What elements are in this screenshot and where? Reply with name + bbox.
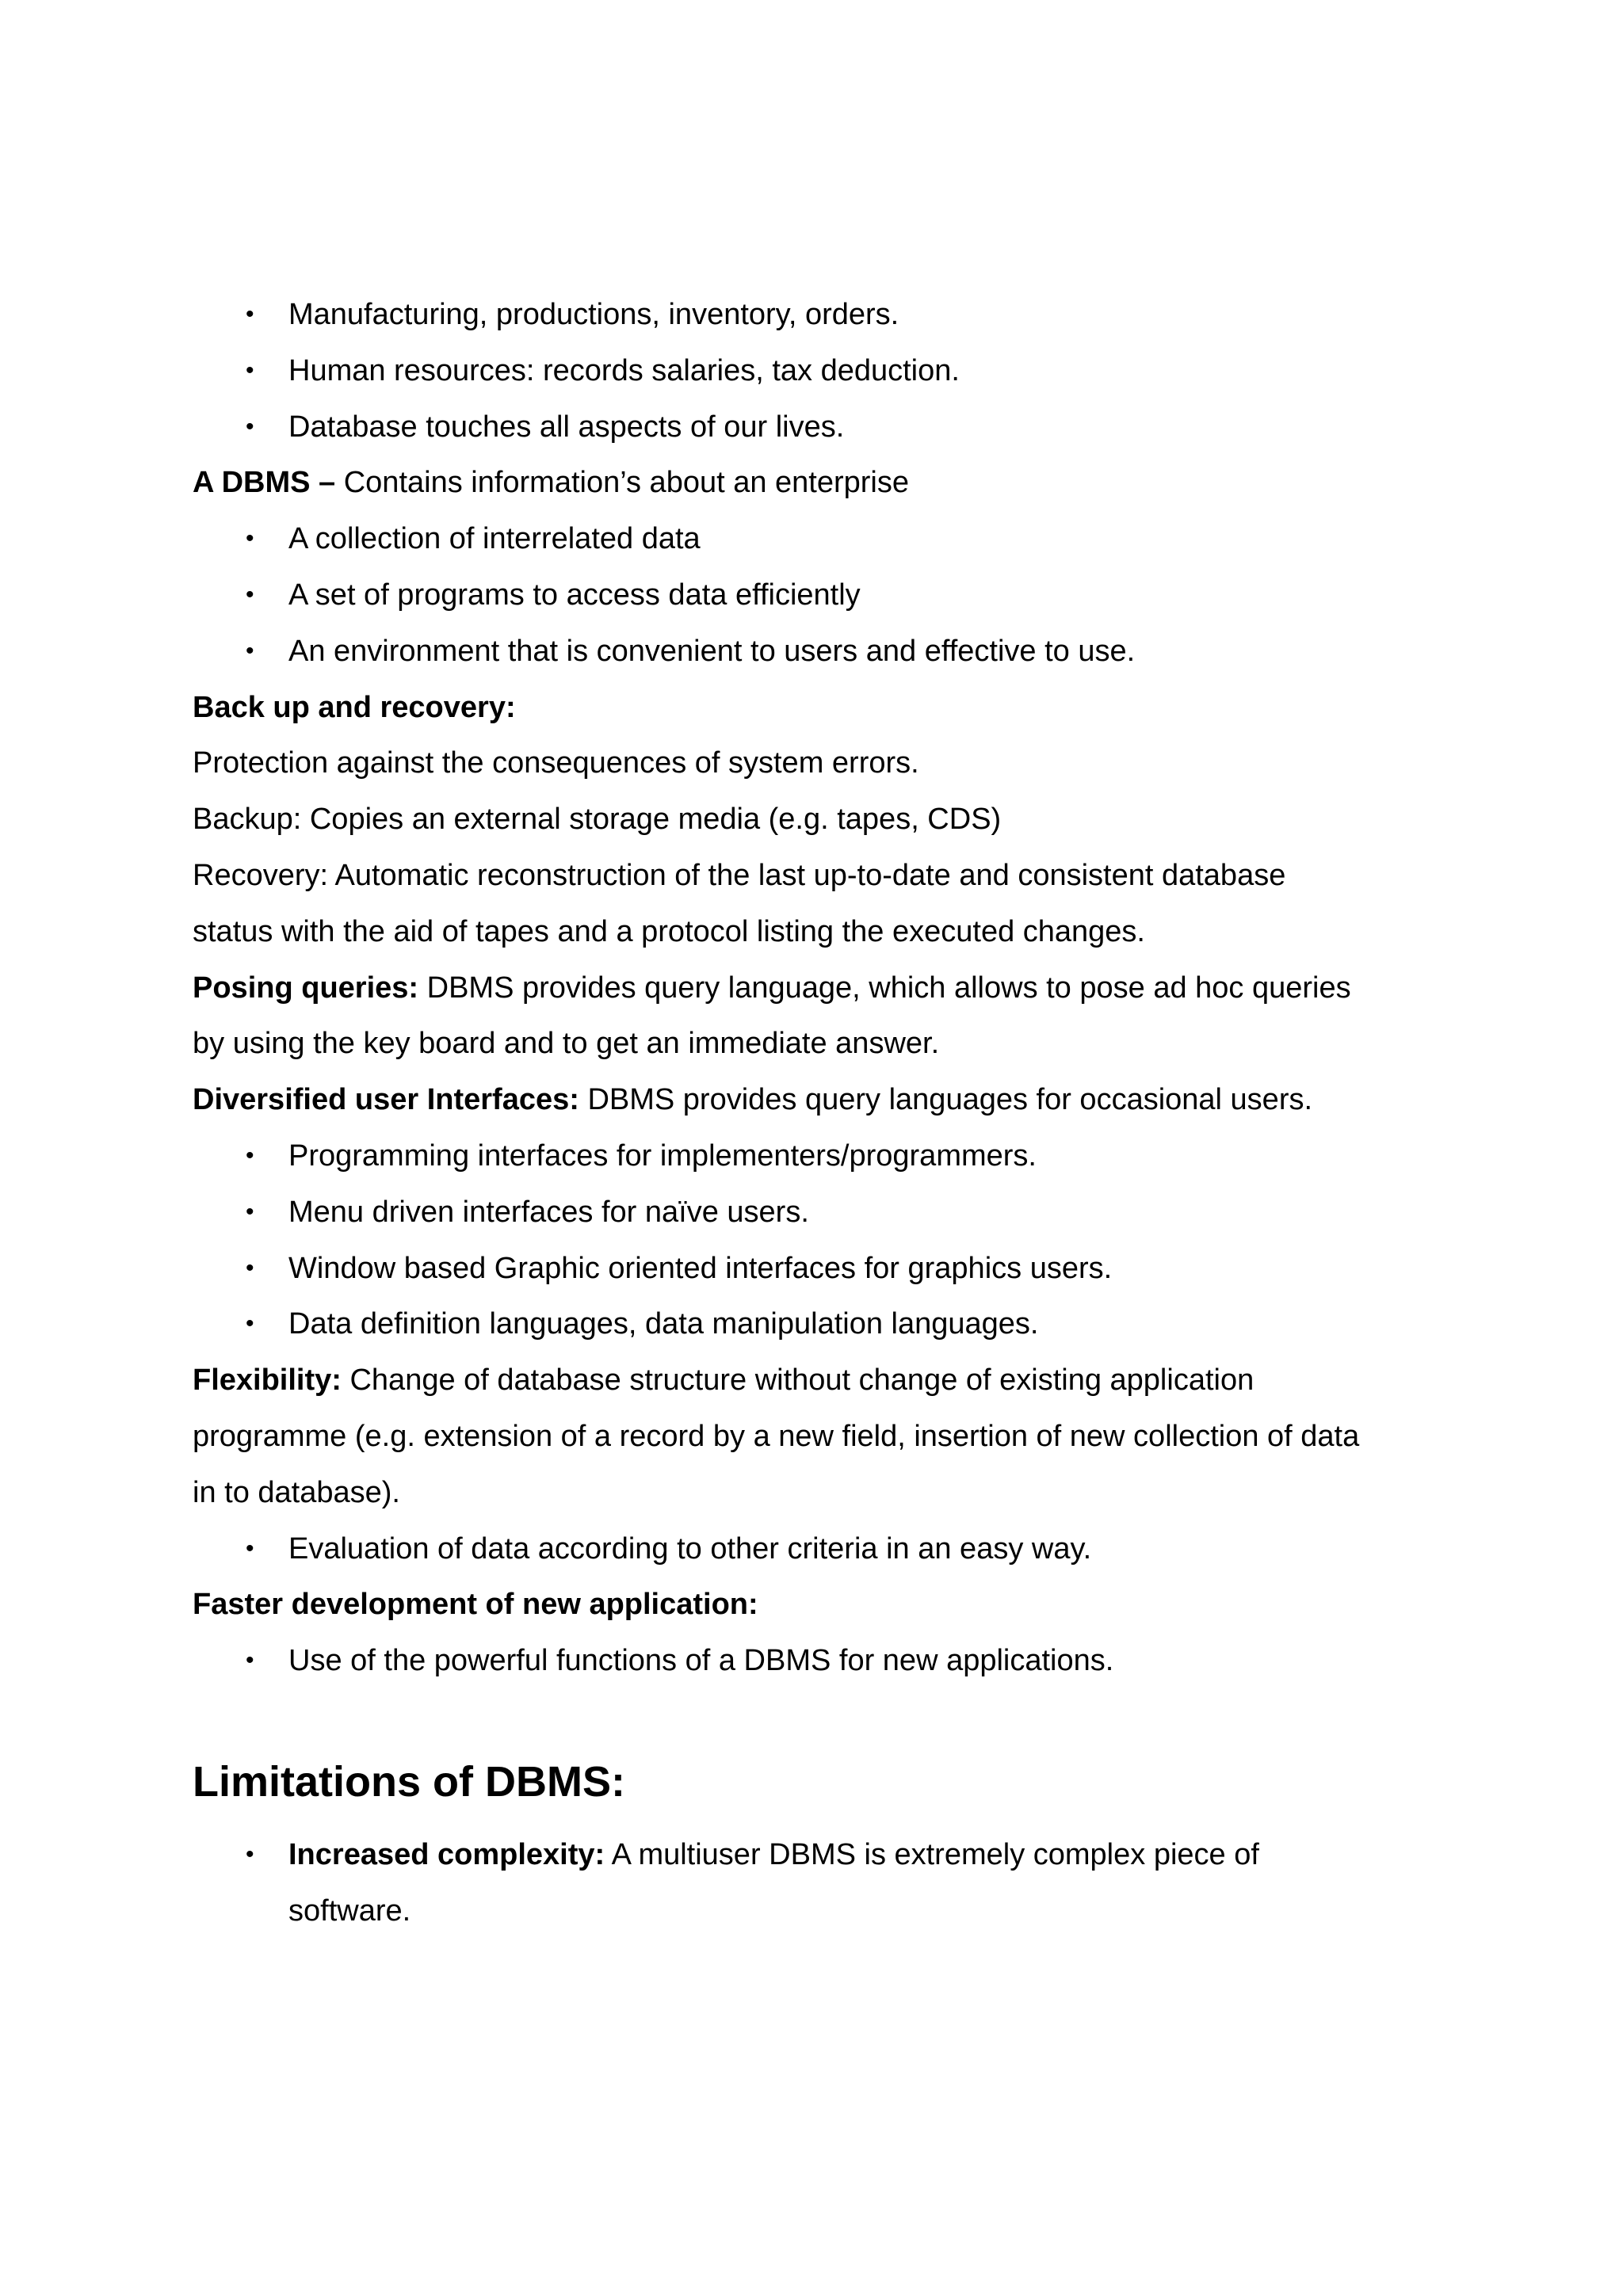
list-item-continuation: software. xyxy=(288,1894,411,1928)
list-item: • Human resources: records salaries, tax deduction. xyxy=(193,343,1461,399)
list-item: • A set of programs to access data efficiently xyxy=(193,567,1461,624)
dbms-text: Contains information’s about an enterprise xyxy=(335,466,910,500)
list-item: • Manufacturing, productions, inventory, orders. xyxy=(193,287,1461,343)
industries-list xyxy=(193,287,1461,455)
document-body xyxy=(193,287,1461,1939)
flexibility-line2: programme (e.g. extension of a record by a new field, insertion of new collection of data xyxy=(193,1419,1360,1453)
list-item: • Programming interfaces for implementers/programmers. xyxy=(193,1128,1461,1184)
bullet-icon: • xyxy=(246,301,254,327)
list-item: • Window based Graphic oriented interfaces for graphics users. xyxy=(193,1241,1461,1297)
flexibility-line3: in to database). xyxy=(193,1475,400,1509)
list-item: • Use of the powerful functions of a DBMS for new applications. xyxy=(193,1633,1461,1689)
list-item: • A collection of interrelated data xyxy=(193,511,1461,567)
limitations-list xyxy=(193,1827,1461,1939)
list-item: • Database touches all aspects of our lives. xyxy=(193,399,1461,456)
bullet-icon: • xyxy=(246,1310,254,1337)
dbms-label: A DBMS – xyxy=(193,466,336,500)
posing-label: Posing queries: xyxy=(193,971,419,1005)
backup-line: Protection against the consequences of system errors. xyxy=(193,746,919,780)
dbms-list xyxy=(193,511,1461,679)
dbms-definition xyxy=(193,455,1461,511)
list-item: • Menu driven interfaces for naïve users. xyxy=(193,1184,1461,1241)
bullet-icon: • xyxy=(246,1840,254,1867)
list-item: • Increased complexity: A multiuser DBMS is extremely complex piece of xyxy=(193,1827,1461,1883)
bullet-icon: • xyxy=(246,1647,254,1674)
bullet-icon: • xyxy=(246,1142,254,1169)
flexibility-list xyxy=(193,1521,1461,1577)
list-item: • Evaluation of data according to other criteria in an easy way. xyxy=(193,1521,1461,1577)
diversified-label: Diversified user Interfaces: xyxy=(193,1083,579,1117)
list-item: • Data definition languages, data manipulation languages. xyxy=(193,1296,1461,1352)
bullet-icon: • xyxy=(246,525,254,552)
posing-queries-paragraph: Posing queries: DBMS provides query language, which allows to pose ad hoc queries xyxy=(193,971,1351,1005)
bullet-icon: • xyxy=(246,1535,254,1562)
limitations-heading: Limitations of DBMS: xyxy=(193,1757,625,1806)
flexibility-label: Flexibility: xyxy=(193,1363,342,1398)
faster-development-list xyxy=(193,1633,1461,1689)
flexibility-paragraph: Flexibility: Change of database structure without change of existing application xyxy=(193,1363,1254,1398)
backup-line: Backup: Copies an external storage media (e.g. tapes, CDS) xyxy=(193,803,1002,837)
bullet-icon: • xyxy=(246,413,254,440)
bullet-icon: • xyxy=(246,637,254,664)
faster-development-heading: Faster development of new application: xyxy=(193,1588,758,1622)
backup-heading: Back up and recovery: xyxy=(193,690,516,724)
limitation-label: Increased complexity: xyxy=(288,1837,605,1871)
backup-line: Recovery: Automatic reconstruction of the last up-to-date and consistent database xyxy=(193,858,1286,892)
bullet-icon: • xyxy=(246,1198,254,1225)
list-item: • An environment that is convenient to users and effective to use. xyxy=(193,624,1461,680)
bullet-icon: • xyxy=(246,581,254,608)
bullet-icon: • xyxy=(246,357,254,383)
posing-queries-line2: by using the key board and to get an immediate answer. xyxy=(193,1027,940,1061)
interfaces-list xyxy=(193,1128,1461,1352)
diversified-paragraph: Diversified user Interfaces: DBMS provides query languages for occasional users. xyxy=(193,1083,1313,1117)
backup-line: status with the aid of tapes and a protocol listing the executed changes. xyxy=(193,914,1145,948)
bullet-icon: • xyxy=(246,1254,254,1281)
